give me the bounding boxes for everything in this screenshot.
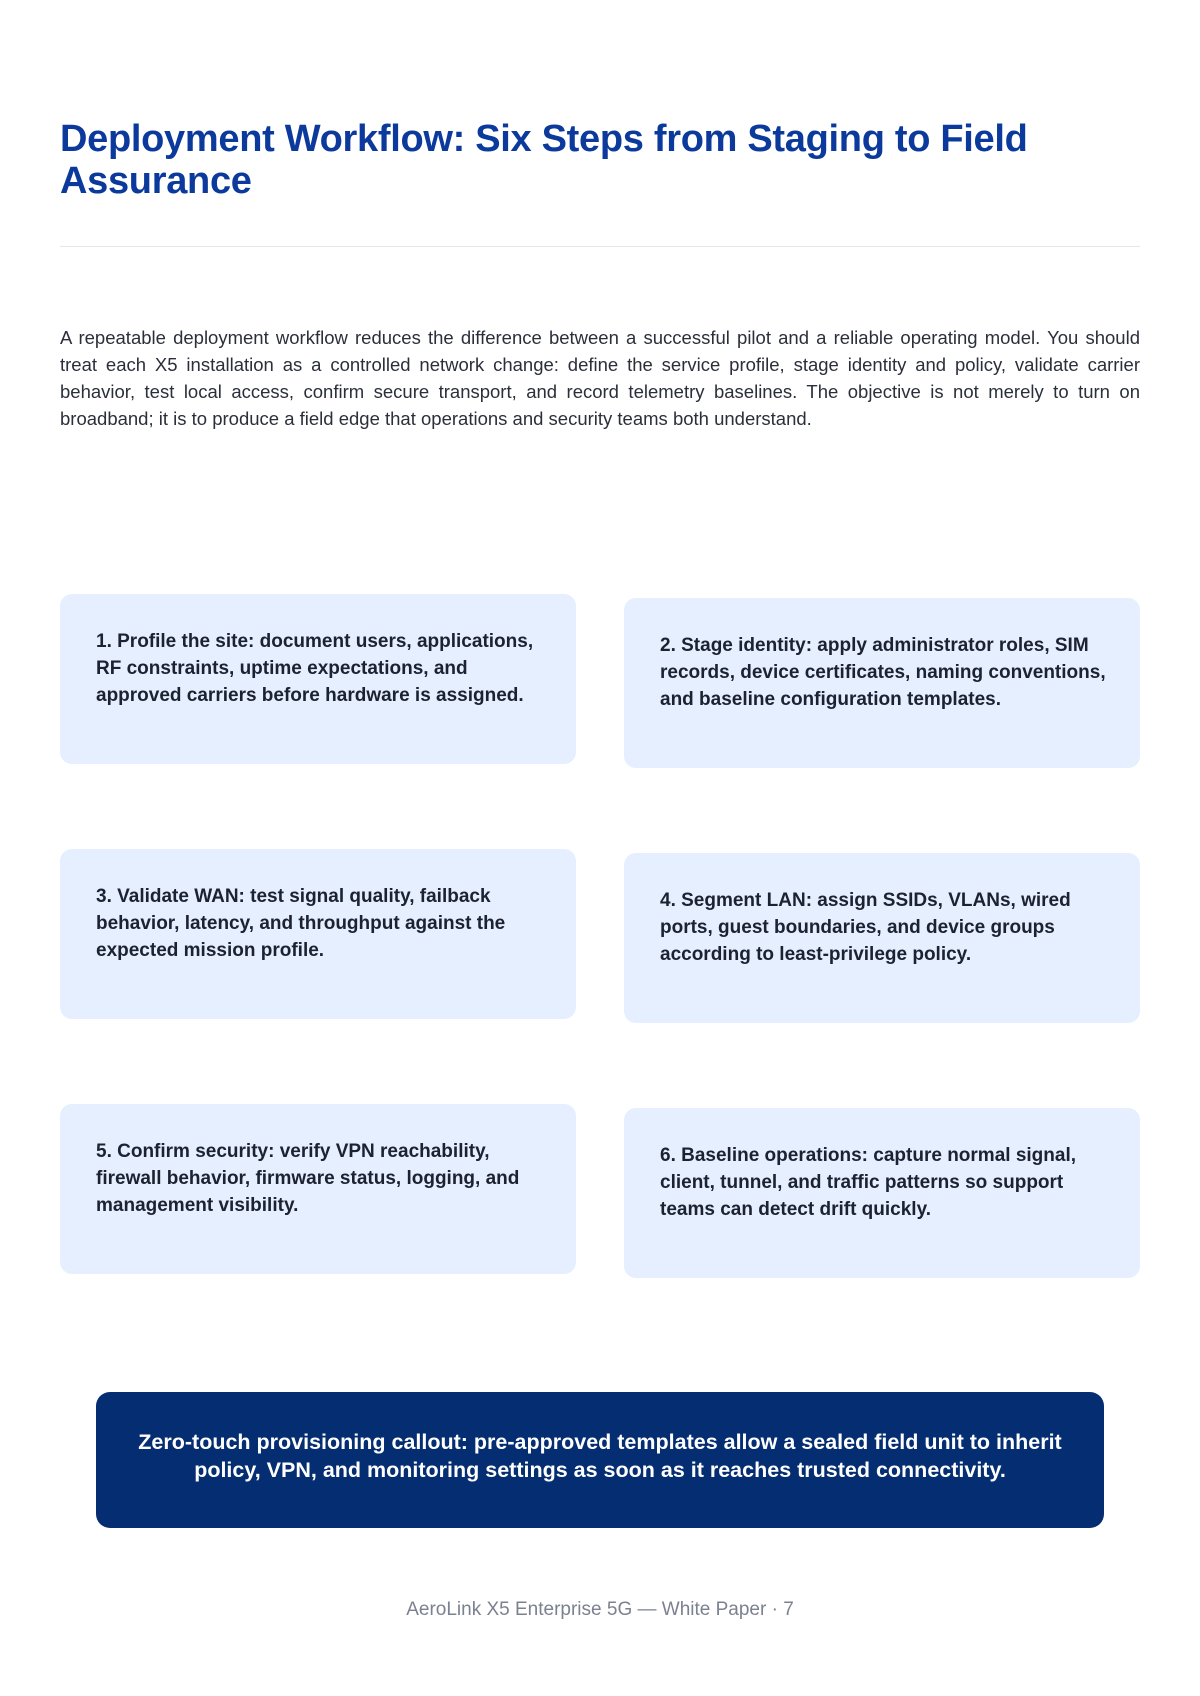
step-card-2 [624, 598, 1140, 768]
page-footer: AeroLink X5 Enterprise 5G — White Paper · 7 [406, 1599, 794, 1620]
document-page [60, 0, 1140, 1696]
zero-touch-callout [96, 1392, 1104, 1528]
step-text-1: 1. Profile the site: document users, applications, RF constraints, uptime expectations, and approved carriers before hardware is assigned. [96, 631, 534, 706]
step-card-3 [60, 849, 576, 1019]
step-card-4 [624, 853, 1140, 1023]
callout-text: Zero-touch provisioning callout: pre-approved templates allow a sealed field unit to inherit policy, VPN, and monitoring settings as soon as it reaches trusted connectivity. [138, 1430, 1062, 1482]
step-text-2: 2. Stage identity: apply administrator roles, SIM records, device certificates, naming conventions, and baseline configuration templates. [660, 635, 1106, 710]
intro-paragraph: A repeatable deployment workflow reduces the difference between a successful pilot and a reliable operating model. You should treat each X5 installation as a controlled network change: define the service profile, stage identity and policy, validate carrier behavior, test local access, confirm secure transport, and record telemetry baselines. The objective is not merely to turn on broadband; it is to produce a field edge that operations and security teams both understand. [60, 327, 1140, 429]
step-card-1 [60, 594, 576, 764]
step-card-6 [624, 1108, 1140, 1278]
title-divider [60, 246, 1140, 247]
step-text-4: 4. Segment LAN: assign SSIDs, VLANs, wired ports, guest boundaries, and device groups according to least-privilege policy. [660, 890, 1071, 965]
step-text-5: 5. Confirm security: verify VPN reachability, firewall behavior, firmware status, logging, and management visibility. [96, 1141, 520, 1216]
step-text-6: 6. Baseline operations: capture normal signal, client, tunnel, and traffic patterns so support teams can detect drift quickly. [660, 1145, 1077, 1220]
step-card-5 [60, 1104, 576, 1274]
page-title: Deployment Workflow: Six Steps from Staging to Field Assurance [60, 118, 1028, 202]
step-text-3: 3. Validate WAN: test signal quality, failback behavior, latency, and throughput against the expected mission profile. [96, 886, 506, 961]
